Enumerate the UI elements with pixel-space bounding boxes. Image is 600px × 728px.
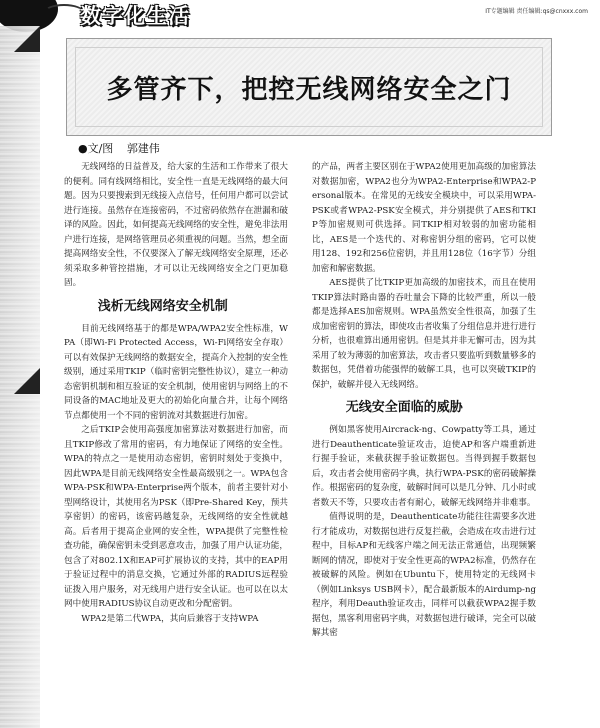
strip-corner-tab bbox=[14, 26, 40, 52]
paragraph: 值得说明的是，Deauthenticate功能往往需要多次进行才能成功，对数据包进行反复拦截，会造成在攻击进行过程中，目标AP和无线客户端之间无法正常通信，出现频繁断网的情况，即使对于安全性更高的WPA2标准，仍然存在被破解的风险。例如在Ubuntu下，使用特定的无线网卡（例如Linksys USB网卡），配合最新版本的Airdump-ng程序，利用Deauth验证攻击，同样可以截获WPA2握手数据包，黑客利用密码字典，对数据包进行破译，完全可以破解其密 bbox=[312, 512, 536, 638]
logo-swirl-decoration bbox=[44, 4, 84, 20]
title-box bbox=[66, 38, 552, 136]
paragraph: 目前无线网络基于的都是WPA/WPA2安全性标准，WPA（即Wi-Fi Protected Access，Wi-Fi网络安全存取）可以有效保护无线网络的数据安全，提高介入控制的安全性级别，通过采用TKIP（临时密钥完整性协议），建立一种动态密钥机制和相互验证的安全机制，使用密钥与网络上的不同设备的MAC地址及更大的初始化向量合并，让每个网络节点都使用一个不同的密钥流对其数据进行加密。 bbox=[64, 323, 288, 421]
byline bbox=[78, 140, 160, 156]
paragraph: WPA2是第二代WPA，其向后兼容于支持WPA bbox=[81, 613, 259, 624]
article-title: 多管齐下，把控无线网络安全之门 bbox=[106, 75, 512, 105]
paragraph: AES提供了比TKIP更加高级的加密技术，而且在使用TKIP算法时路由器的吞吐量会下降的比较严重，所以一般都是选择AES加密规则。WPA虽然安全性很高，加强了生成加密密钥的算法，即使攻击者收集了分组信息并进行进行分析，也很难算出通用密钥。但是其并非无懈可击，因为其采用了较为薄弱的加密算法，攻击者只要监听到数量够多的数据包，凭借着功能强悍的破解工具，也可以突破TKIP的保护，破解并侵入无线网络。 bbox=[312, 278, 536, 390]
left-column bbox=[64, 160, 288, 626]
paragraph: 之后TKIP会使用高强度加密算法对数据进行加密，而且TKIP修改了常用的密码，有力地保证了网络的安全性。WPA的特点之一是使用动态密钥，密钥时刻处于变换中，因此WPA是目前无线网络安全性最高级别之一。WPA包含WPA-PSK和WPA-Enterprise两个版本，前者主要针对小型网络设计，其使用名为PSK（即Pre-Shared Key，预共享密钥）的密码，该密码越复杂，无线网络的安全性就越高。后者用于提高企业网的安全性，WPA提供了完整性检查功能，确保密钥未受到恶意攻击，加强了用户认证功能，包含了对802.1X和EAP可扩展协议的支持，其中的EAP用于验证过程中的消息交换，它通过外部的RADIUS远程验证拨入用户服务，对无线用户进行安全认证。也可以在以太网中使用RADIUS协议自动更改和分配密钥。 bbox=[64, 425, 288, 609]
author-label: ●文/图 bbox=[78, 142, 114, 155]
paragraph: 无线网络的日益普及，给大家的生活和工作带来了很大的便利。同有线网络相比，安全性一直是无线网络的最大问题。因为只要搜索到无线接入点信号，任何用户都可以尝试进行连接。虽然存在连接密码，不过密码依然存在泄漏和破译的风险。因此，如何提高无线网络的安全性，避免非法用户进行连接，是网络管理员必须重视的问题。当然，想全面提高网络安全性，不仅要深入了解无线网络安全原理，还必须采取多种管控措施，才可以让无线网络安全之门更加稳固。 bbox=[64, 162, 288, 288]
section-heading-threats: 无线安全面临的威胁 bbox=[345, 400, 463, 415]
paragraph: 例如黑客使用Aircrack-ng、Cowpatty等工具，通过进行Deauthenticate验证攻击，迫使AP和客户端重新进行握手验证，来截获握手验证数据包。当得到握手数据包后，攻击者会使用密码字典，执行WPA-PSK的密码破解操作。根据密码的复杂度，破解时间可以是几分钟、几小时或者数天不等，只要攻击者有耐心，破解无线网络并非难事。 bbox=[312, 425, 536, 508]
right-column bbox=[312, 160, 536, 641]
author-name: 郭建伟 bbox=[126, 142, 160, 155]
section-heading-security-mechanism: 浅析无线网络安全机制 bbox=[97, 298, 228, 314]
paragraph: 的产品，两者主要区别在于WPA2使用更加高级的加密算法对数据加密，WPA2也分为WPA2-Enterprise和WPA2-Personal版本。在常见的无线安全模块中，可以采用WPA-PSK或者WPA2-PSK安全模式，并分别提供了AES和TKIP等加密规则可供选择。同TKIP相对较弱的加密功能相比，AES是一个迭代的、对称密钥分组的密码，它可以使用128、192和256位密钥，并且用128位（16字节）分组加密和解密数据。 bbox=[312, 162, 536, 274]
strip-corner-tab bbox=[14, 368, 40, 394]
header-editor-info: IT专题编辑 责任编辑:qs@cnxxx.com bbox=[485, 8, 588, 15]
section-name: 数字化生活 bbox=[80, 4, 190, 28]
